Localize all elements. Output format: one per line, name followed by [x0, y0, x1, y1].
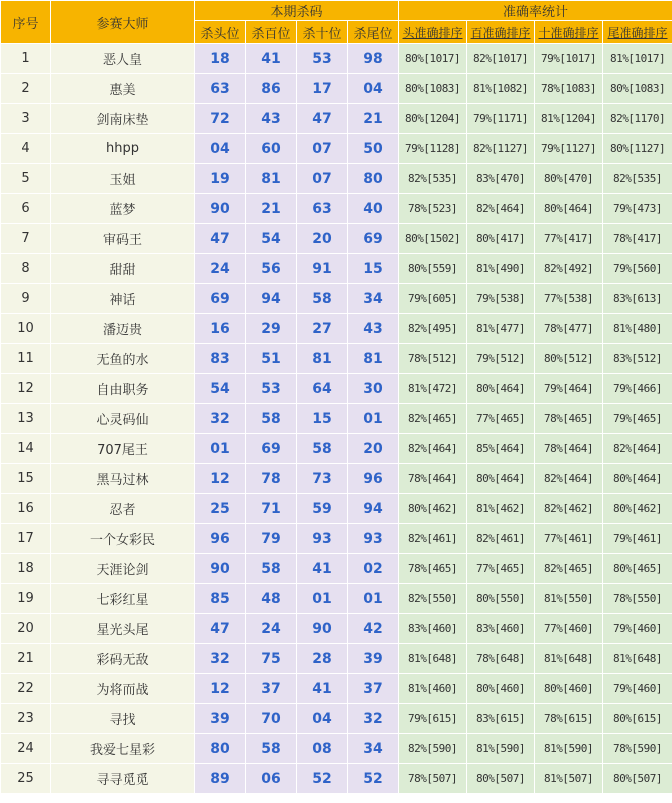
row-kill-hundred: 79: [246, 524, 297, 554]
row-kill-tail: 21: [348, 104, 399, 134]
row-kill-ten: 27: [297, 314, 348, 344]
row-kill-ten: 08: [297, 734, 348, 764]
row-rate-ten: 81%[590]: [535, 734, 603, 764]
row-rate-head: 82%[461]: [399, 524, 467, 554]
row-master-name: 七彩红星: [51, 584, 195, 614]
table-row: [1, 524, 672, 554]
row-rate-hundred: 80%[464]: [467, 374, 535, 404]
row-kill-hundred: 69: [246, 434, 297, 464]
row-kill-hundred: 54: [246, 224, 297, 254]
table-row: [1, 704, 672, 734]
row-seq: 24: [1, 734, 51, 764]
row-seq: 15: [1, 464, 51, 494]
row-rate-ten: 82%[462]: [535, 494, 603, 524]
row-seq: 20: [1, 614, 51, 644]
row-kill-ten: 52: [297, 764, 348, 794]
row-kill-ten: 41: [297, 674, 348, 704]
row-rate-ten: 78%[615]: [535, 704, 603, 734]
row-rate-head: 82%[465]: [399, 404, 467, 434]
row-rate-tail: 83%[613]: [603, 284, 672, 314]
row-rate-tail: 79%[465]: [603, 404, 672, 434]
row-seq: 4: [1, 134, 51, 164]
row-rate-head: 79%[605]: [399, 284, 467, 314]
row-kill-tail: 39: [348, 644, 399, 674]
row-kill-head: 47: [195, 614, 246, 644]
row-master-name: 寻寻觅觅: [51, 764, 195, 794]
row-kill-head: 16: [195, 314, 246, 344]
row-rate-hundred: 81%[590]: [467, 734, 535, 764]
row-rate-tail: 79%[460]: [603, 674, 672, 704]
row-seq: 25: [1, 764, 51, 794]
table-row: [1, 644, 672, 674]
row-kill-ten: 93: [297, 524, 348, 554]
row-kill-tail: 34: [348, 734, 399, 764]
row-rate-hundred: 79%[512]: [467, 344, 535, 374]
row-kill-tail: 40: [348, 194, 399, 224]
row-seq: 14: [1, 434, 51, 464]
row-rate-tail: 80%[462]: [603, 494, 672, 524]
row-kill-head: 18: [195, 44, 246, 74]
row-master-name: hhpp: [51, 134, 195, 164]
row-rate-ten: 80%[470]: [535, 164, 603, 194]
row-seq: 10: [1, 314, 51, 344]
row-master-name: 神话: [51, 284, 195, 314]
row-rate-hundred: 81%[477]: [467, 314, 535, 344]
row-seq: 5: [1, 164, 51, 194]
row-rate-tail: 78%[417]: [603, 224, 672, 254]
row-kill-hundred: 48: [246, 584, 297, 614]
row-kill-tail: 37: [348, 674, 399, 704]
row-kill-hundred: 53: [246, 374, 297, 404]
table-row: [1, 434, 672, 464]
row-kill-ten: 15: [297, 404, 348, 434]
header-master: 参赛大师: [51, 1, 195, 44]
row-seq: 13: [1, 404, 51, 434]
table-row: [1, 674, 672, 704]
row-seq: 9: [1, 284, 51, 314]
row-kill-head: 32: [195, 404, 246, 434]
row-rate-ten: 80%[464]: [535, 194, 603, 224]
row-rate-head: 80%[462]: [399, 494, 467, 524]
row-master-name: 审码王: [51, 224, 195, 254]
row-rate-head: 82%[464]: [399, 434, 467, 464]
row-rate-hundred: 80%[507]: [467, 764, 535, 794]
table-row: [1, 404, 672, 434]
row-kill-hundred: 58: [246, 554, 297, 584]
row-rate-tail: 79%[560]: [603, 254, 672, 284]
row-rate-tail: 79%[460]: [603, 614, 672, 644]
row-kill-tail: 42: [348, 614, 399, 644]
row-rate-ten: 82%[464]: [535, 464, 603, 494]
row-kill-tail: 50: [348, 134, 399, 164]
header-rate-hundred-link[interactable]: 百准确排序: [467, 21, 535, 44]
table-row: [1, 344, 672, 374]
row-rate-tail: 79%[461]: [603, 524, 672, 554]
table-row: [1, 464, 672, 494]
row-rate-head: 83%[460]: [399, 614, 467, 644]
row-rate-ten: 78%[464]: [535, 434, 603, 464]
row-seq: 17: [1, 524, 51, 554]
header-rate-tail-link[interactable]: 尾准确排序: [603, 21, 672, 44]
row-master-name: 恶人皇: [51, 44, 195, 74]
row-kill-head: 19: [195, 164, 246, 194]
row-master-name: 剑南床垫: [51, 104, 195, 134]
table-row: [1, 164, 672, 194]
row-kill-ten: 01: [297, 584, 348, 614]
row-rate-hundred: 79%[538]: [467, 284, 535, 314]
row-rate-hundred: 82%[461]: [467, 524, 535, 554]
row-rate-ten: 77%[417]: [535, 224, 603, 254]
table-row: [1, 554, 672, 584]
row-rate-hundred: 83%[615]: [467, 704, 535, 734]
row-rate-hundred: 83%[470]: [467, 164, 535, 194]
row-rate-tail: 79%[466]: [603, 374, 672, 404]
row-rate-head: 78%[464]: [399, 464, 467, 494]
row-rate-head: 81%[472]: [399, 374, 467, 404]
row-master-name: 707尾王: [51, 434, 195, 464]
row-kill-head: 39: [195, 704, 246, 734]
row-rate-head: 80%[1017]: [399, 44, 467, 74]
row-kill-hundred: 58: [246, 404, 297, 434]
row-rate-head: 82%[495]: [399, 314, 467, 344]
row-rate-ten: 78%[1083]: [535, 74, 603, 104]
row-kill-tail: 32: [348, 704, 399, 734]
header-kill-head: 杀头位: [195, 21, 246, 44]
row-rate-hundred: 77%[465]: [467, 404, 535, 434]
row-kill-head: 04: [195, 134, 246, 164]
row-master-name: 星光头尾: [51, 614, 195, 644]
row-kill-ten: 91: [297, 254, 348, 284]
row-kill-ten: 63: [297, 194, 348, 224]
row-master-name: 为将而战: [51, 674, 195, 704]
row-rate-ten: 78%[477]: [535, 314, 603, 344]
row-master-name: 黑马过林: [51, 464, 195, 494]
row-rate-head: 78%[512]: [399, 344, 467, 374]
row-kill-head: 90: [195, 194, 246, 224]
row-rate-hundred: 79%[1171]: [467, 104, 535, 134]
row-kill-hundred: 94: [246, 284, 297, 314]
table-row: [1, 764, 672, 794]
row-rate-ten: 78%[465]: [535, 404, 603, 434]
row-rate-tail: 81%[1017]: [603, 44, 672, 74]
row-rate-hundred: 82%[1017]: [467, 44, 535, 74]
row-rate-head: 79%[1128]: [399, 134, 467, 164]
row-rate-ten: 80%[512]: [535, 344, 603, 374]
row-kill-tail: 80: [348, 164, 399, 194]
row-rate-ten: 81%[1204]: [535, 104, 603, 134]
row-kill-hundred: 24: [246, 614, 297, 644]
row-seq: 16: [1, 494, 51, 524]
row-rate-ten: 79%[1127]: [535, 134, 603, 164]
row-kill-tail: 20: [348, 434, 399, 464]
row-master-name: 无鱼的水: [51, 344, 195, 374]
table-row: [1, 374, 672, 404]
row-rate-tail: 80%[464]: [603, 464, 672, 494]
row-seq: 23: [1, 704, 51, 734]
row-rate-ten: 77%[538]: [535, 284, 603, 314]
row-kill-tail: 01: [348, 584, 399, 614]
row-rate-ten: 79%[464]: [535, 374, 603, 404]
row-kill-tail: 34: [348, 284, 399, 314]
row-rate-ten: 82%[465]: [535, 554, 603, 584]
row-master-name: 寻找: [51, 704, 195, 734]
row-rate-ten: 81%[648]: [535, 644, 603, 674]
row-rate-hundred: 81%[462]: [467, 494, 535, 524]
header-rate-head-link[interactable]: 头准确排序: [399, 21, 467, 44]
row-kill-hundred: 51: [246, 344, 297, 374]
table-row: [1, 194, 672, 224]
table-row: [1, 494, 672, 524]
table-row: [1, 104, 672, 134]
row-master-name: 蓝梦: [51, 194, 195, 224]
row-seq: 2: [1, 74, 51, 104]
row-kill-hundred: 58: [246, 734, 297, 764]
row-kill-head: 32: [195, 644, 246, 674]
row-kill-head: 80: [195, 734, 246, 764]
table-row: [1, 584, 672, 614]
row-kill-head: 47: [195, 224, 246, 254]
row-kill-ten: 64: [297, 374, 348, 404]
row-rate-hundred: 81%[1082]: [467, 74, 535, 104]
row-kill-hundred: 78: [246, 464, 297, 494]
row-rate-tail: 78%[590]: [603, 734, 672, 764]
row-kill-tail: 93: [348, 524, 399, 554]
row-rate-hundred: 78%[648]: [467, 644, 535, 674]
row-rate-tail: 80%[1127]: [603, 134, 672, 164]
row-kill-tail: 15: [348, 254, 399, 284]
row-kill-head: 01: [195, 434, 246, 464]
row-kill-head: 63: [195, 74, 246, 104]
row-seq: 21: [1, 644, 51, 674]
row-rate-tail: 80%[1083]: [603, 74, 672, 104]
row-rate-ten: 81%[507]: [535, 764, 603, 794]
row-master-name: 忍者: [51, 494, 195, 524]
row-seq: 18: [1, 554, 51, 584]
row-master-name: 潘迈贵: [51, 314, 195, 344]
row-rate-tail: 81%[480]: [603, 314, 672, 344]
row-kill-tail: 94: [348, 494, 399, 524]
row-kill-ten: 53: [297, 44, 348, 74]
row-kill-hundred: 70: [246, 704, 297, 734]
row-kill-ten: 47: [297, 104, 348, 134]
row-rate-head: 81%[460]: [399, 674, 467, 704]
row-rate-ten: 81%[550]: [535, 584, 603, 614]
row-kill-ten: 20: [297, 224, 348, 254]
row-seq: 11: [1, 344, 51, 374]
row-kill-tail: 96: [348, 464, 399, 494]
row-rate-tail: 82%[1170]: [603, 104, 672, 134]
row-rate-hundred: 80%[460]: [467, 674, 535, 704]
row-kill-head: 72: [195, 104, 246, 134]
row-kill-ten: 17: [297, 74, 348, 104]
row-kill-ten: 58: [297, 284, 348, 314]
table-row: [1, 134, 672, 164]
row-master-name: 我爱七星彩: [51, 734, 195, 764]
row-kill-tail: 30: [348, 374, 399, 404]
table-row: [1, 614, 672, 644]
row-kill-hundred: 56: [246, 254, 297, 284]
header-kill-group: 本期杀码: [195, 1, 399, 21]
row-kill-head: 12: [195, 464, 246, 494]
row-master-name: 甜甜: [51, 254, 195, 284]
row-kill-hundred: 71: [246, 494, 297, 524]
row-rate-ten: 77%[461]: [535, 524, 603, 554]
row-kill-head: 85: [195, 584, 246, 614]
row-master-name: 天涯论剑: [51, 554, 195, 584]
row-kill-ten: 58: [297, 434, 348, 464]
table-row: [1, 44, 672, 74]
row-seq: 12: [1, 374, 51, 404]
row-kill-head: 89: [195, 764, 246, 794]
row-kill-hundred: 41: [246, 44, 297, 74]
row-rate-hundred: 80%[417]: [467, 224, 535, 254]
row-rate-tail: 80%[507]: [603, 764, 672, 794]
row-rate-head: 78%[465]: [399, 554, 467, 584]
row-kill-head: 90: [195, 554, 246, 584]
row-rate-hundred: 85%[464]: [467, 434, 535, 464]
row-kill-hundred: 06: [246, 764, 297, 794]
row-kill-ten: 28: [297, 644, 348, 674]
row-kill-ten: 59: [297, 494, 348, 524]
row-kill-tail: 02: [348, 554, 399, 584]
header-kill-hundred: 杀百位: [246, 21, 297, 44]
row-rate-head: 80%[1204]: [399, 104, 467, 134]
row-rate-head: 81%[648]: [399, 644, 467, 674]
row-rate-tail: 81%[648]: [603, 644, 672, 674]
row-seq: 8: [1, 254, 51, 284]
row-kill-tail: 43: [348, 314, 399, 344]
row-kill-tail: 52: [348, 764, 399, 794]
row-kill-ten: 41: [297, 554, 348, 584]
table-body: [1, 44, 672, 794]
row-kill-hundred: 29: [246, 314, 297, 344]
row-kill-tail: 69: [348, 224, 399, 254]
row-seq: 1: [1, 44, 51, 74]
table-row: [1, 224, 672, 254]
row-kill-ten: 07: [297, 164, 348, 194]
row-kill-ten: 73: [297, 464, 348, 494]
row-rate-head: 82%[590]: [399, 734, 467, 764]
row-kill-hundred: 81: [246, 164, 297, 194]
row-rate-head: 80%[559]: [399, 254, 467, 284]
row-rate-hundred: 80%[550]: [467, 584, 535, 614]
table-row: [1, 254, 672, 284]
row-rate-head: 79%[615]: [399, 704, 467, 734]
row-rate-tail: 78%[550]: [603, 584, 672, 614]
row-kill-tail: 81: [348, 344, 399, 374]
row-kill-ten: 07: [297, 134, 348, 164]
row-kill-tail: 01: [348, 404, 399, 434]
row-rate-tail: 79%[473]: [603, 194, 672, 224]
row-kill-head: 96: [195, 524, 246, 554]
row-rate-hundred: 81%[490]: [467, 254, 535, 284]
header-kill-tail: 杀尾位: [348, 21, 399, 44]
row-kill-tail: 98: [348, 44, 399, 74]
row-rate-ten: 82%[492]: [535, 254, 603, 284]
row-seq: 6: [1, 194, 51, 224]
row-master-name: 彩码无敌: [51, 644, 195, 674]
row-kill-tail: 04: [348, 74, 399, 104]
row-kill-ten: 04: [297, 704, 348, 734]
table-row: [1, 314, 672, 344]
row-rate-ten: 80%[460]: [535, 674, 603, 704]
row-rate-tail: 80%[465]: [603, 554, 672, 584]
row-rate-head: 78%[523]: [399, 194, 467, 224]
row-master-name: 自由职务: [51, 374, 195, 404]
row-kill-head: 69: [195, 284, 246, 314]
row-seq: 7: [1, 224, 51, 254]
row-rate-head: 82%[550]: [399, 584, 467, 614]
row-kill-hundred: 86: [246, 74, 297, 104]
header-kill-ten: 杀十位: [297, 21, 348, 44]
row-kill-head: 54: [195, 374, 246, 404]
row-rate-hundred: 77%[465]: [467, 554, 535, 584]
row-seq: 19: [1, 584, 51, 614]
row-rate-tail: 82%[464]: [603, 434, 672, 464]
row-kill-head: 24: [195, 254, 246, 284]
row-master-name: 心灵码仙: [51, 404, 195, 434]
row-kill-hundred: 60: [246, 134, 297, 164]
row-kill-head: 83: [195, 344, 246, 374]
header-rate-group: 准确率统计: [399, 1, 672, 21]
row-kill-hundred: 43: [246, 104, 297, 134]
row-kill-head: 25: [195, 494, 246, 524]
table-row: [1, 74, 672, 104]
row-kill-head: 12: [195, 674, 246, 704]
row-rate-hundred: 80%[464]: [467, 464, 535, 494]
row-kill-ten: 81: [297, 344, 348, 374]
row-seq: 22: [1, 674, 51, 704]
row-kill-ten: 90: [297, 614, 348, 644]
row-rate-head: 82%[535]: [399, 164, 467, 194]
row-rate-tail: 80%[615]: [603, 704, 672, 734]
row-rate-head: 80%[1502]: [399, 224, 467, 254]
row-kill-hundred: 21: [246, 194, 297, 224]
row-rate-tail: 83%[512]: [603, 344, 672, 374]
row-rate-hundred: 83%[460]: [467, 614, 535, 644]
row-kill-hundred: 37: [246, 674, 297, 704]
row-rate-tail: 82%[535]: [603, 164, 672, 194]
row-seq: 3: [1, 104, 51, 134]
row-rate-ten: 79%[1017]: [535, 44, 603, 74]
row-rate-head: 80%[1083]: [399, 74, 467, 104]
row-kill-hundred: 75: [246, 644, 297, 674]
row-master-name: 一个女彩民: [51, 524, 195, 554]
table-row: [1, 284, 672, 314]
header-rate-ten-link[interactable]: 十准确排序: [535, 21, 603, 44]
row-rate-ten: 77%[460]: [535, 614, 603, 644]
row-master-name: 玉姐: [51, 164, 195, 194]
header-seq: 序号: [1, 1, 51, 44]
row-rate-hundred: 82%[1127]: [467, 134, 535, 164]
row-rate-head: 78%[507]: [399, 764, 467, 794]
table-row: [1, 734, 672, 764]
row-master-name: 惠美: [51, 74, 195, 104]
row-rate-hundred: 82%[464]: [467, 194, 535, 224]
